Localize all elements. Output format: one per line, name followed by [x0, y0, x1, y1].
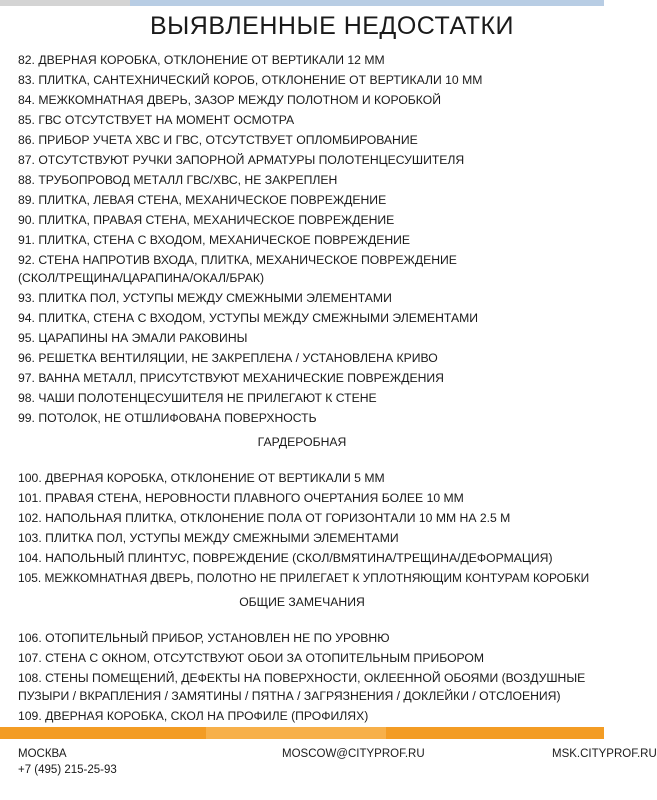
page-title: ВЫЯВЛЕННЫЕ НЕДОСТАТКИ — [150, 12, 514, 40]
top-accent-bar — [0, 0, 604, 6]
footer-email[interactable]: MOSCOW@CITYPROF.RU — [282, 748, 425, 760]
defect-item: 94. ПЛИТКА, СТЕНА С ВХОДОМ, УСТУПЫ МЕЖДУ СМЕЖНЫМИ ЭЛЕМЕНТАМИ — [18, 311, 478, 325]
section-heading-general: ОБЩИЕ ЗАМЕЧАНИЯ — [239, 595, 365, 609]
defect-item: 89. ПЛИТКА, ЛЕВАЯ СТЕНА, МЕХАНИЧЕСКОЕ ПОВРЕЖДЕНИЕ — [18, 193, 387, 207]
top-accent-grey — [0, 0, 130, 6]
footer-accent-bar — [0, 727, 604, 739]
footer-accent-segment — [386, 727, 604, 739]
defect-item: 99. ПОТОЛОК, НЕ ОТШЛИФОВАНА ПОВЕРХНОСТЬ — [18, 411, 317, 425]
section-heading-wardrobe: ГАРДЕРОБНАЯ — [257, 435, 347, 449]
defects-list — [18, 50, 604, 726]
defect-item: 93. ПЛИТКА ПОЛ, УСТУПЫ МЕЖДУ СМЕЖНЫМИ ЭЛЕМЕНТАМИ — [18, 291, 392, 305]
defect-item: 95. ЦАРАПИНЫ НА ЭМАЛИ РАКОВИНЫ — [18, 331, 248, 345]
defect-item: 98. ЧАШИ ПОЛОТЕНЦЕСУШИТЕЛЯ НЕ ПРИЛЕГАЮТ К СТЕНЕ — [18, 391, 377, 405]
defect-item: 88. ТРУБОПРОВОД МЕТАЛЛ ГВС/ХВС, НЕ ЗАКРЕПЛЕН — [18, 173, 338, 187]
footer-phone[interactable]: +7 (495) 215-25-93 — [18, 764, 117, 776]
footer-site[interactable]: MSK.CITYPROF.RU — [552, 748, 657, 760]
footer-accent-segment — [0, 727, 206, 739]
defect-item: 84. МЕЖКОМНАТНАЯ ДВЕРЬ, ЗАЗОР МЕЖДУ ПОЛОТНОМ И КОРОБКОЙ — [18, 93, 442, 107]
defect-item: 104. НАПОЛЬНЫЙ ПЛИНТУС, ПОВРЕЖДЕНИЕ (СКОЛ/ВМЯТИНА/ТРЕЩИНА/ДЕФОРМАЦИЯ) — [18, 551, 553, 565]
defect-item: 90. ПЛИТКА, ПРАВАЯ СТЕНА, МЕХАНИЧЕСКОЕ ПОВРЕЖДЕНИЕ — [18, 213, 395, 227]
defect-item: 106. ОТОПИТЕЛЬНЫЙ ПРИБОР, УСТАНОВЛЕН НЕ ПО УРОВНЮ — [18, 631, 390, 645]
footer-contacts — [18, 746, 117, 778]
defect-item: 92. СТЕНА НАПРОТИВ ВХОДА, ПЛИТКА, МЕХАНИЧЕСКОЕ ПОВРЕЖДЕНИЕ (СКОЛ/ТРЕЩИНА/ЦАРАПИНА/ОКАЛ/БРАК) — [18, 253, 457, 285]
defect-item: 107. СТЕНА С ОКНОМ, ОТСУТСТВУЮТ ОБОИ ЗА ОТОПИТЕЛЬНЫМ ПРИБОРОМ — [18, 651, 485, 665]
defect-item: 97. ВАННА МЕТАЛЛ, ПРИСУТСТВУЮТ МЕХАНИЧЕСКИЕ ПОВРЕЖДЕНИЯ — [18, 371, 444, 385]
defect-item: 82. ДВЕРНАЯ КОРОБКА, ОТКЛОНЕНИЕ ОТ ВЕРТИКАЛИ 12 ММ — [18, 53, 385, 67]
defect-item: 101. ПРАВАЯ СТЕНА, НЕРОВНОСТИ ПЛАВНОГО ОЧЕРТАНИЯ БОЛЕЕ 10 ММ — [18, 491, 464, 505]
defect-item: 83. ПЛИТКА, САНТЕХНИЧЕСКИЙ КОРОБ, ОТКЛОНЕНИЕ ОТ ВЕРТИКАЛИ 10 ММ — [18, 73, 483, 87]
defect-item: 87. ОТСУТСТВУЮТ РУЧКИ ЗАПОРНОЙ АРМАТУРЫ ПОЛОТЕНЦЕСУШИТЕЛЯ — [18, 153, 465, 167]
defect-item: 109. ДВЕРНАЯ КОРОБКА, СКОЛ НА ПРОФИЛЕ (ПРОФИЛЯХ) — [18, 709, 369, 723]
defect-item: 85. ГВС ОТСУТСТВУЕТ НА МОМЕНТ ОСМОТРА — [18, 113, 295, 127]
defect-item: 91. ПЛИТКА, СТЕНА С ВХОДОМ, МЕХАНИЧЕСКОЕ ПОВРЕЖДЕНИЕ — [18, 233, 411, 247]
defect-item: 102. НАПОЛЬНАЯ ПЛИТКА, ОТКЛОНЕНИЕ ПОЛА ОТ ГОРИЗОНТАЛИ 10 ММ НА 2.5 М — [18, 511, 511, 525]
footer-city: МОСКВА — [18, 748, 67, 760]
defect-item: 100. ДВЕРНАЯ КОРОБКА, ОТКЛОНЕНИЕ ОТ ВЕРТИКАЛИ 5 ММ — [18, 471, 385, 485]
defect-item: 108. СТЕНЫ ПОМЕЩЕНИЙ, ДЕФЕКТЫ НА ПОВЕРХНОСТИ, ОКЛЕЕННОЙ ОБОЯМИ (ВОЗДУШНЫЕ ПУЗЫРИ / ВКРАПЛЕНИЯ / ЗАМЯТИНЫ / ПЯТНА / ЗАГРЯЗНЕНИЯ / ДОКЛЕЙКИ / ОТСЛОЕНИЯ) — [18, 671, 586, 703]
footer-accent-segment — [206, 727, 386, 739]
defect-item: 96. РЕШЕТКА ВЕНТИЛЯЦИИ, НЕ ЗАКРЕПЛЕНА / УСТАНОВЛЕНА КРИВО — [18, 351, 438, 365]
defect-item: 105. МЕЖКОМНАТНАЯ ДВЕРЬ, ПОЛОТНО НЕ ПРИЛЕГАЕТ К УПЛОТНЯЮЩИМ КОНТУРАМ КОРОБКИ — [18, 571, 590, 585]
defect-item: 103. ПЛИТКА ПОЛ, УСТУПЫ МЕЖДУ СМЕЖНЫМИ ЭЛЕМЕНТАМИ — [18, 531, 399, 545]
defect-item: 86. ПРИБОР УЧЕТА ХВС И ГВС, ОТСУТСТВУЕТ ОПЛОМБИРОВАНИЕ — [18, 133, 418, 147]
